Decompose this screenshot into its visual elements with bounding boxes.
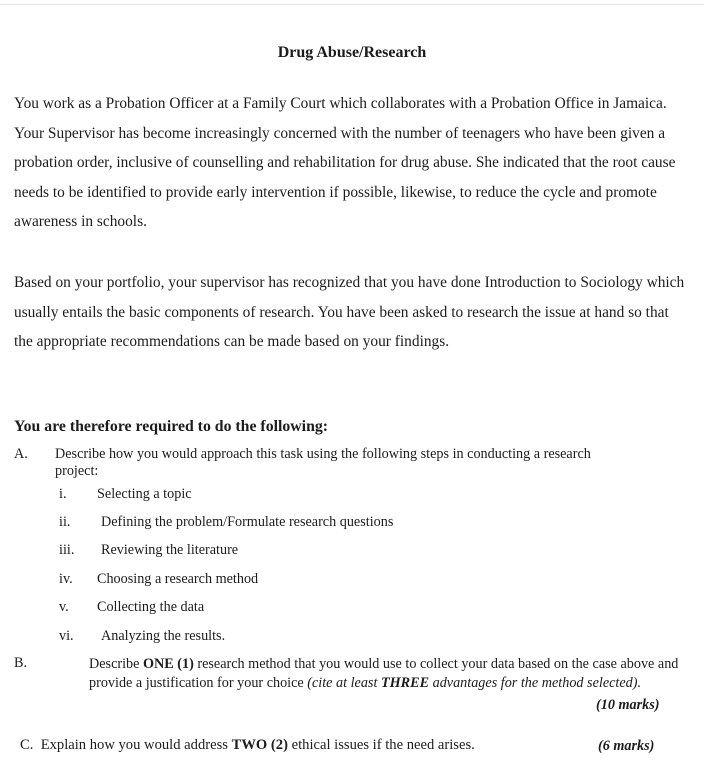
item-c-text-pre: Explain how you would address (40, 737, 232, 753)
item-c-emphasis: TWO (2) (231, 737, 288, 753)
item-b-emphasis: ONE (1) (142, 656, 194, 672)
item-a-line2: project: (55, 463, 99, 479)
item-b-italic-post: advantages for the method selected). (429, 675, 642, 691)
item-a-label: A. (14, 446, 28, 462)
scenario-paragraph: You work as a Probation Officer at a Family Court which collaborates with a Probation Office in Jamaica. Your Supervisor has become increasingly concerned with the number of teenagers who have been given a probation order, inclusive of counselling and rehabilitation for drug abuse. She indicated that the root cause needs to be identified to provide early intervention if possible, likewise, to reduce the cycle and promote awareness in schools. (14, 95, 676, 231)
step-number: v. (59, 599, 69, 615)
requirements-heading: You are therefore required to do the following: (14, 418, 329, 435)
item-a-line1: Describe how you would approach this task using the following steps in conducting a research (55, 446, 591, 462)
step-text: Choosing a research method (97, 571, 259, 587)
step-text: Selecting a topic (97, 486, 192, 502)
item-b-italic-pre: (cite at least (307, 675, 381, 691)
background-paragraph: Based on your portfolio, your supervisor has recognized that you have done Introduction to Sociology which usually entails the basic components of research. You have been asked to research the issue at hand so that the appropriate recommendations can be made based on your findings. (14, 274, 685, 351)
step-text: Collecting the data (97, 599, 205, 615)
item-a-text (55, 446, 675, 480)
item-b-text-pre: Describe (89, 656, 143, 672)
item-b-label: B. (14, 655, 28, 671)
step-number: vi. (59, 628, 74, 644)
item-c-line (20, 737, 475, 754)
top-divider (0, 4, 704, 5)
step-text: Analyzing the results. (101, 628, 226, 644)
item-b-marks: (10 marks) (596, 697, 660, 713)
item-b-italic-emphasis: THREE (380, 675, 430, 691)
document-title: Drug Abuse/Research (277, 44, 427, 61)
item-c-label: C. (20, 737, 34, 753)
item-b-text (89, 655, 679, 693)
item-b-text-post: research method that you would use to collect your data based on the case above and provide a justification for your choice (89, 656, 679, 691)
item-c-marks: (6 marks) (598, 738, 655, 754)
step-number: iii. (59, 542, 75, 558)
item-c-text-post: ethical issues if the need arises. (287, 737, 475, 753)
step-number: ii. (59, 514, 71, 530)
step-text: Reviewing the literature (101, 542, 239, 558)
step-text: Defining the problem/Formulate research questions (101, 514, 394, 530)
step-number: i. (59, 486, 67, 502)
step-number: iv. (59, 571, 73, 587)
